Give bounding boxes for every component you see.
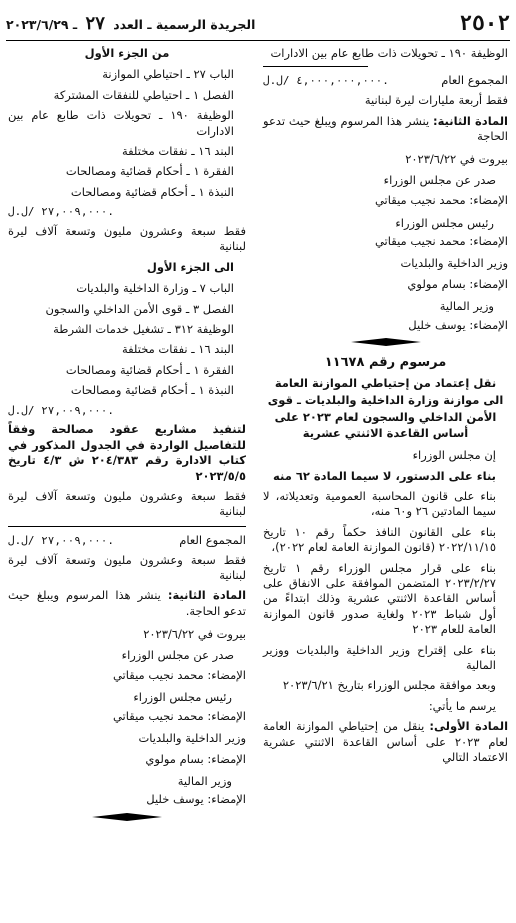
paragraph-1-b: الفقرة ١ ـ أحكام قضائية ومصالحات: [65, 362, 234, 377]
signature-1: الإمضاء: محمد نجيب ميقاتي: [112, 667, 246, 682]
gazette-date: ـ ٢٠٢٣/٦/٢٩: [6, 16, 78, 32]
signature-2: الإمضاء: محمد نجيب ميقاتي: [374, 233, 508, 248]
grand-total-words: فقط أربعة مليارات ليرة لبنانية: [364, 93, 508, 108]
date-line: بيروت في ٢٠٢٣/٦/٢٢: [405, 152, 508, 167]
basis-1: بناء على قانون المحاسبة العمومية وتعديلاته، لا سيما المادتين ٢٦ و٦٠ منه،: [263, 488, 496, 519]
amount-1-words: فقط سبعة وعشرون مليون وتسعة آلاف ليرة لبنانية: [8, 223, 246, 254]
article-2: [8, 588, 246, 619]
signature-3: الإمضاء: بسام مولوي: [407, 276, 508, 291]
pm-title: رئيس مجلس الوزراء: [133, 690, 232, 705]
approval-line: وبعد موافقة مجلس الوزراء بتاريخ ٢٠٢٣/٦/٢١: [282, 678, 496, 693]
grand-total-words: فقط سبعة وعشرون مليون وتسعة آلاف ليرة لبنانية: [8, 552, 246, 582]
issued-by: صدر عن مجلس الوزراء: [121, 647, 234, 662]
grand-total-line: [8, 533, 246, 549]
section-1: الفصل ١ ـ احتياطي للنفقات المشتركة: [53, 87, 234, 102]
article-1: [263, 719, 508, 765]
article-2: [263, 114, 508, 145]
budget-item-190: الوظيفة ١٩٠ ـ تحويلات ذات طابع عام بين الادارات: [270, 46, 508, 60]
total-rule: [8, 526, 246, 527]
article-1-text: ينقل من إحتياطي الموازنة العامة لعام ٢٠٢٣ على أساس القاعدة الاثنتي عشرية الاعتماد التالي: [263, 719, 508, 765]
article-2-text: ينشر هذا المرسوم ويبلغ حيث تدعو الحاجة.: [8, 588, 246, 618]
amount-2-words: فقط سبعة وعشرون مليون وتسعة آلاف ليرة لبنانية: [8, 489, 246, 519]
article-2-label: المادة الثانية:: [167, 588, 247, 603]
to-part-1-heading: الى الجزء الأول: [146, 259, 234, 274]
council-line: إن مجلس الوزراء: [412, 448, 496, 463]
grand-total-label: المجموع العام: [441, 73, 508, 88]
end-divider-ornament: [8, 813, 246, 821]
constitution-line: بناء على الدستور، لا سيما المادة ٦٢ منه: [273, 468, 496, 483]
from-part-1-heading: من الجزء الأول: [84, 46, 170, 60]
decree-title: مرسوم رقم ١١٦٧٨: [324, 355, 447, 371]
right-column: [263, 46, 508, 919]
article-2-label: المادة الثانية:: [432, 113, 508, 128]
signature-3: الإمضاء: بسام مولوي: [145, 751, 246, 766]
page-header: [6, 6, 510, 40]
total-rule: [263, 66, 368, 67]
subsection-1: النبذة ١ ـ أحكام قضائية ومصالحات: [70, 184, 234, 199]
budget-item-312: الوظيفة ٣١٢ ـ تشغيل خدمات الشرطة: [53, 322, 234, 337]
finance-minister-title: وزير المالية: [177, 774, 232, 789]
grand-total-line: [263, 73, 508, 89]
signature-1: الإمضاء: محمد نجيب ميقاتي: [374, 193, 508, 208]
section-divider-ornament: [263, 338, 508, 346]
grand-total-amount: ٤,٠٠٠,٠٠٠,٠٠٠ /ل.ل.: [263, 74, 389, 88]
amount-2: ٢٧,٠٠٩,٠٠٠ /ل.ل.: [8, 403, 114, 417]
decree-subject: نقل إعتماد من إحتياطي الموازنة العامة الى موازنة وزارة الداخلية والبلديات ـ قوى الأمن الداخلي والسجون لعام ٢٠٢٣ على أساس القاعدة الاثنتي عشرية: [267, 376, 504, 441]
header-rule: [6, 40, 510, 41]
basis-3: بناء على قرار مجلس الوزراء رقم ١ تاريخ ٢٠٢٣/٢/٢٧ المتضمن الموافقة على الانفاق على أساس القاعدة الاثنتي عشرية وذلك ابتداءً من أول شباط ٢٠٢٣ ولغاية صدور قانون الموازنة العامة للعام ٢٠٢٣: [263, 560, 497, 637]
interior-minister-title: وزير الداخلية والبلديات: [138, 731, 246, 746]
grand-total-amount: ٢٧,٠٠٩,٠٠٠ /ل.ل.: [8, 533, 114, 547]
gazette-title-prefix: الجريدة الرسمية ـ العدد: [113, 16, 256, 32]
article-2-text: ينشر هذا المرسوم ويبلغ حيث تدعو الحاجة: [263, 113, 508, 143]
finance-minister-title: وزير المالية: [439, 299, 494, 314]
purpose-statement: لتنفيذ مشاريع عقود مصالحة وفقاً للتفاصيل الواردة في الجدول المذكور في كتاب الادارة رقم ٢٠٤/٣٨٣ ش ٤/٣ تاريخ ٢٠٢٣/٥/٥: [8, 422, 246, 483]
paragraph-1: الفقرة ١ ـ أحكام قضائية ومصالحات: [65, 164, 234, 179]
page-number: ٢٥٠٢: [459, 11, 510, 35]
basis-2: بناء على القانون النافذ حكماً رقم ١٠ تاريخ ٢٠٢٢/١١/١٥ (قانون الموازنة العامة لعام ٢٠٢٢)،: [263, 524, 496, 555]
section-3: الفصل ٣ ـ قوى الأمن الداخلي والسجون: [45, 301, 234, 316]
issue-number: ٢٧: [85, 12, 105, 34]
pm-title: رئيس مجلس الوزراء: [395, 215, 494, 230]
chapter-7: الباب ٧ ـ وزارة الداخلية والبلديات: [76, 281, 234, 296]
grand-total-label: المجموع العام: [179, 532, 246, 547]
left-column: [8, 46, 246, 919]
subsection-1-b: النبذة ١ ـ أحكام قضائية ومصالحات: [70, 383, 234, 398]
budget-item-190: الوظيفة ١٩٠ ـ تحويلات ذات طابع عام بين الادارات: [8, 108, 234, 138]
issued-by: صدر عن مجلس الوزراء: [383, 172, 496, 187]
amount-1: ٢٧,٠٠٩,٠٠٠ /ل.ل.: [8, 205, 114, 219]
decrees-line: يرسم ما يأتي:: [428, 698, 496, 713]
signature-4: الإمضاء: يوسف خليل: [146, 792, 246, 807]
date-line: بيروت في ٢٠٢٣/٦/٢٢: [143, 627, 246, 642]
interior-minister-title: وزير الداخلية والبلديات: [400, 256, 508, 271]
signature-4: الإمضاء: يوسف خليل: [408, 317, 508, 332]
clause-16-b: البند ١٦ ـ نفقات مختلفة: [121, 342, 234, 357]
basis-4: بناء على إقتراح وزير الداخلية والبلديات ووزير المالية: [263, 642, 496, 672]
signature-2: الإمضاء: محمد نجيب ميقاتي: [112, 708, 246, 723]
gazette-title: [6, 13, 255, 34]
chapter-27: الباب ٢٧ ـ احتياطي الموازنة: [102, 67, 234, 82]
article-1-label: المادة الأولى:: [429, 719, 509, 734]
clause-16: البند ١٦ ـ نفقات مختلفة: [121, 144, 234, 159]
